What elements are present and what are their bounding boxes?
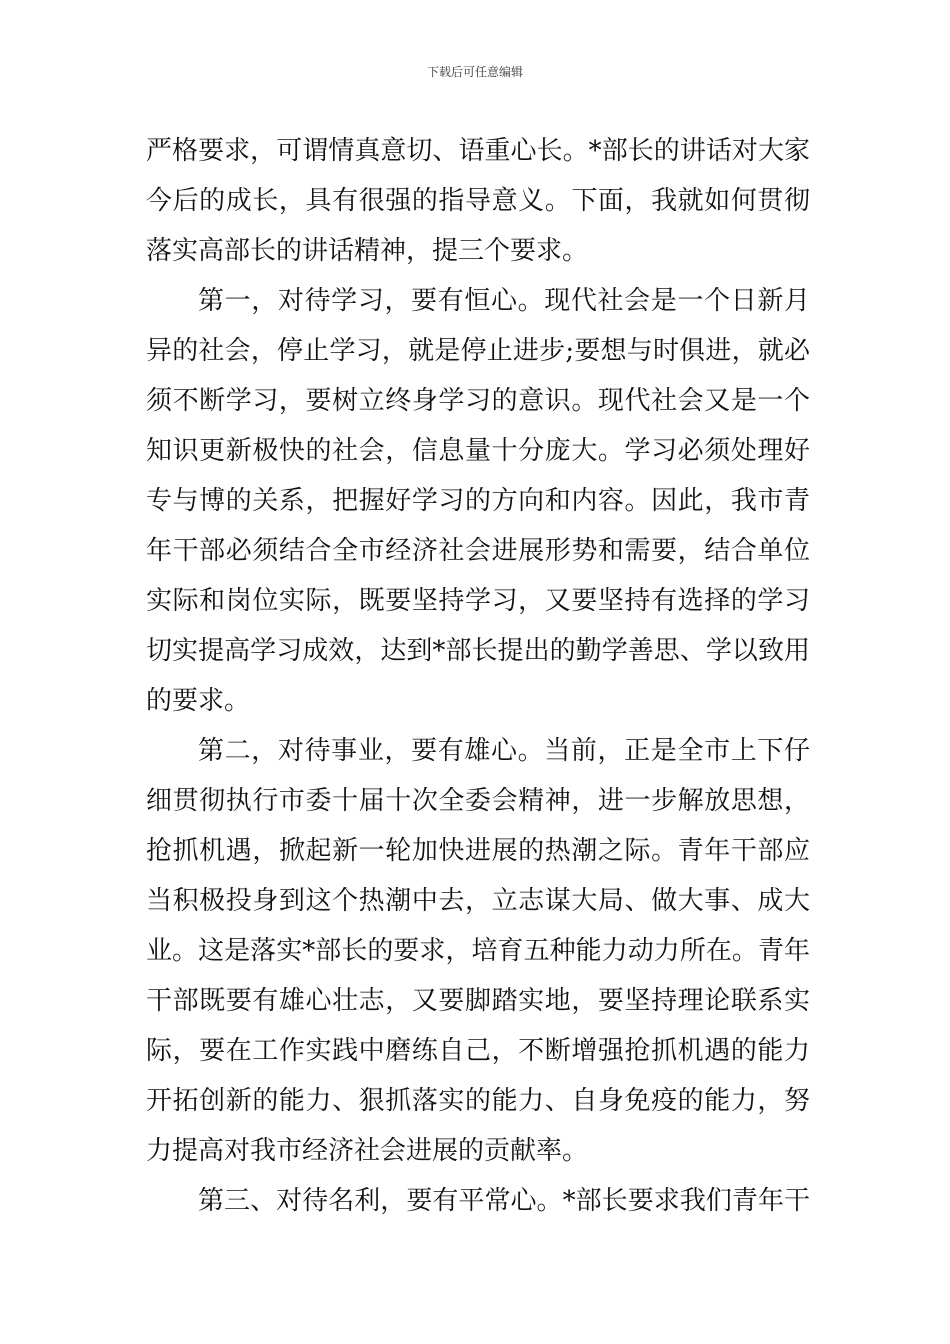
paragraph <box>146 126 810 276</box>
text-line: 年干部必须结合全市经济社会进展形势和需要，结合单位 <box>146 536 810 566</box>
page-header: 下载后可任意编辑 <box>426 65 523 79</box>
text-line: 落实高部长的讲话精神，提三个要求。 <box>146 236 589 266</box>
text-line: 业。这是落实*部长的要求，培育五种能力动力所在。青年 <box>146 936 810 966</box>
paragraph <box>146 276 810 726</box>
text-line: 切实提高学习成效，达到*部长提出的勤学善思、学以致用 <box>146 636 810 666</box>
text-line: 际，要在工作实践中磨练自己，不断增强抢抓机遇的能力 <box>146 1036 810 1066</box>
text-line: 力提高对我市经济社会进展的贡献率。 <box>146 1136 589 1166</box>
text-line: 异的社会，停止学习，就是停止进步;要想与时俱进，就必 <box>146 336 810 366</box>
text-line: 的要求。 <box>146 686 251 716</box>
document-body <box>146 126 810 1226</box>
text-line: 知识更新极快的社会，信息量十分庞大。学习必须处理好 <box>146 436 810 466</box>
text-line: 抢抓机遇，掀起新一轮加快进展的热潮之际。青年干部应 <box>146 836 810 866</box>
text-line: 严格要求，可谓情真意切、语重心长。*部长的讲话对大家 <box>146 136 810 166</box>
text-line: 实际和岗位实际，既要坚持学习，又要坚持有选择的学习 <box>146 586 810 616</box>
text-line: 第二，对待事业，要有雄心。当前，正是全市上下仔 <box>198 736 810 766</box>
text-line: 今后的成长，具有很强的指导意义。下面，我就如何贯彻 <box>146 186 810 216</box>
text-line: 第一，对待学习，要有恒心。现代社会是一个日新月 <box>198 286 810 316</box>
text-line: 须不断学习，要树立终身学习的意识。现代社会又是一个 <box>146 386 810 416</box>
paragraph <box>146 1176 810 1226</box>
text-line: 专与博的关系，把握好学习的方向和内容。因此，我市青 <box>146 486 810 516</box>
text-line: 开拓创新的能力、狠抓落实的能力、自身免疫的能力，努 <box>146 1086 810 1116</box>
text-line: 干部既要有雄心壮志，又要脚踏实地，要坚持理论联系实 <box>146 986 810 1016</box>
text-line: 当积极投身到这个热潮中去，立志谋大局、做大事、成大 <box>146 886 810 916</box>
text-line: 细贯彻执行市委十届十次全委会精神，进一步解放思想， <box>146 786 810 816</box>
text-line: 第三、对待名利，要有平常心。*部长要求我们青年干 <box>198 1186 810 1216</box>
paragraph <box>146 726 810 1176</box>
